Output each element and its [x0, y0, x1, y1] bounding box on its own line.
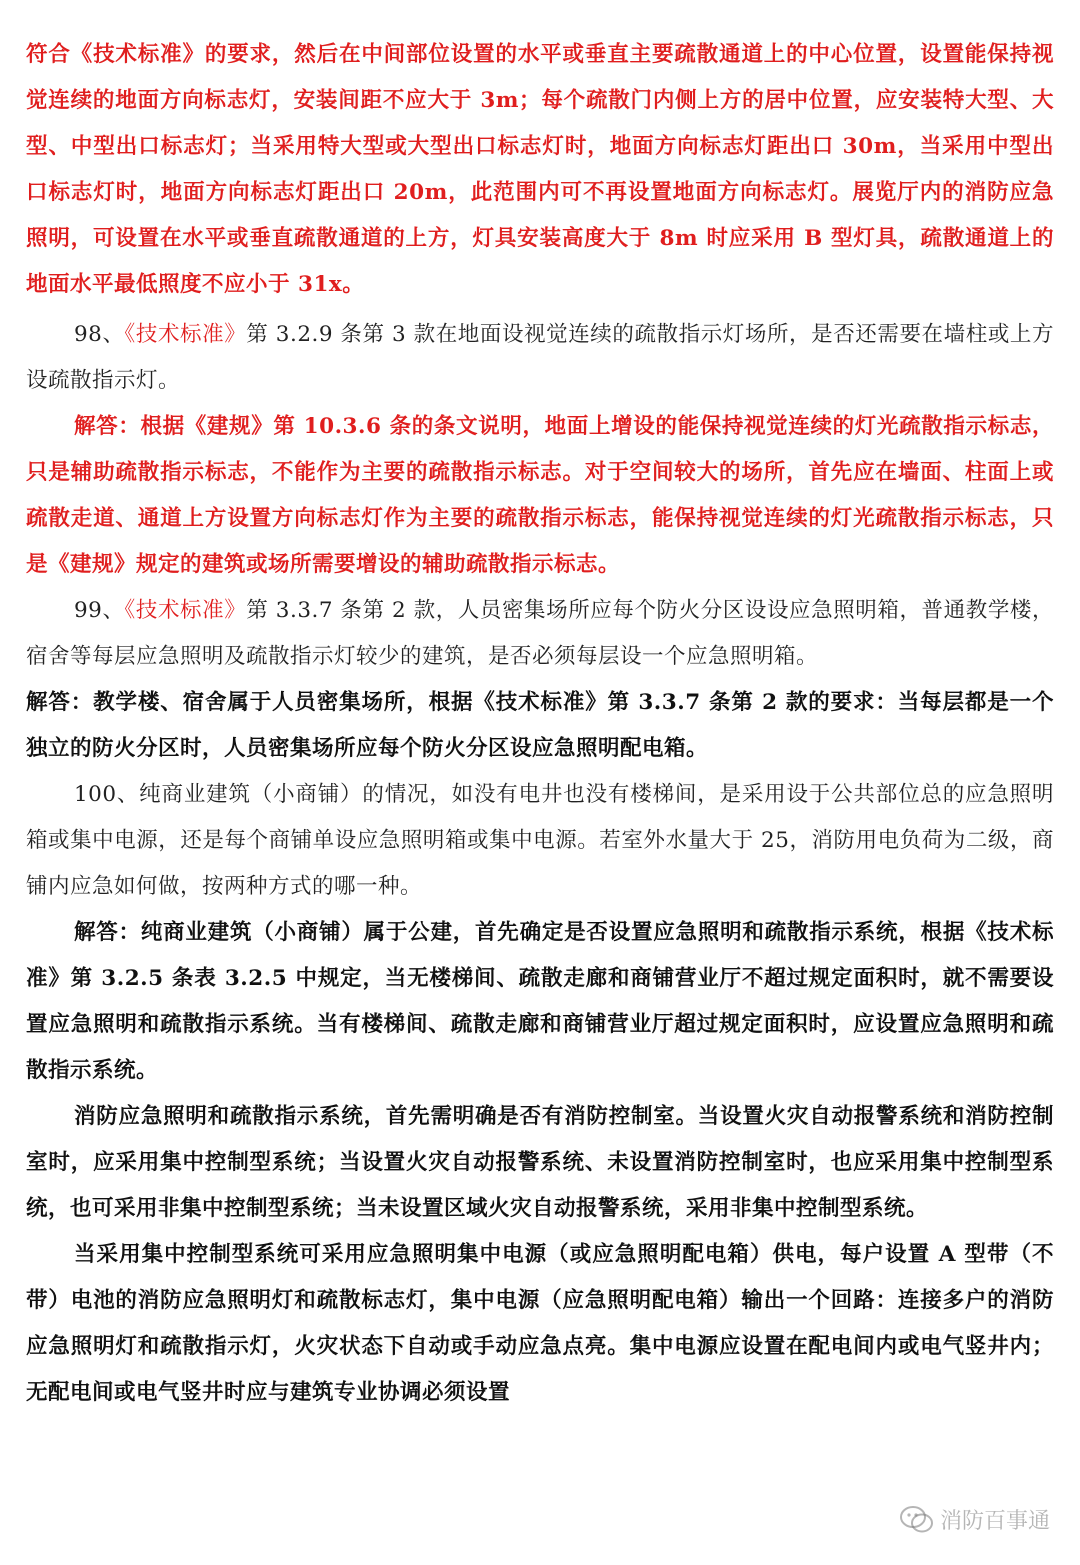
question-99-reference: 《技术标准》: [124, 598, 247, 623]
paragraph-continuation: 符合《技术标准》的要求，然后在中间部位设置的水平或垂直主要疏散通道上的中心位置，设置能保持视觉连续的地面方向标志灯，安装间距不应大于 3m；每个疏散门内侧上方的居中位置，应安装特大型、大型、中型出口标志灯；当采用特大型或大型出口标志灯时，地面方向标志灯距出口 30m，当采用中型出口标志灯时，地面方向标志灯距出口 20m，此范围内可不再设置地面方向标志灯。展览厅内的消防应急照明，可设置在水平或垂直疏散通道的上方，灯具安装高度大于 8m 时应采用 B 型灯具，疏散通道上的地面水平最低照度不应小于 31x。: [26, 42, 1054, 297]
question-98-reference: 《技术标准》: [124, 322, 247, 347]
document-body: [26, 32, 1054, 1416]
question-99-text: 第 3.3.7 条第 2 款，人员密集场所应每个防火分区设设应急照明箱，普通教学楼，宿舍等每层应急照明及疏散指示灯较少的建筑，是否必须每层设一个应急照明箱。: [26, 598, 1054, 669]
answer-99: 解答：教学楼、宿舍属于人员密集场所，根据《技术标准》第 3.3.7 条第 2 款的要求：当每层都是一个独立的防火分区时，人员密集场所应每个防火分区设应急照明配电箱。: [26, 690, 1054, 761]
answer-100-part2: 消防应急照明和疏散指示系统，首先需明确是否有消防控制室。当设置火灾自动报警系统和消防控制室时，应采用集中控制型系统；当设置火灾自动报警系统、未设置消防控制室时，也应采用集中控制型系统，也可采用非集中控制型系统；当未设置区域火灾自动报警系统，采用非集中控制型系统。: [26, 1104, 1054, 1221]
question-99-number: 99、: [74, 598, 125, 623]
question-100: 100、纯商业建筑（小商铺）的情况，如没有电井也没有楼梯间，是采用设于公共部位总的应急照明箱或集中电源，还是每个商铺单设应急照明箱或集中电源。若室外水量大于 25，消防用电负荷为二级，商铺内应急如何做，按两种方式的哪一种。: [26, 782, 1054, 899]
question-98: [26, 312, 1054, 404]
watermark-text: 消防百事通: [939, 1509, 1050, 1534]
watermark: [900, 1504, 1050, 1535]
wechat-icon: [900, 1505, 934, 1535]
question-98-number: 98、: [74, 322, 125, 347]
answer-98: 解答：根据《建规》第 10.3.6 条的条文说明，地面上增设的能保持视觉连续的灯光疏散指示标志，只是辅助疏散指示标志，不能作为主要的疏散指示标志。对于空间较大的场所，首先应在墙面、柱面上或疏散走道、通道上方设置方向标志灯作为主要的疏散指示标志，能保持视觉连续的灯光疏散指示标志，只是《建规》规定的建筑或场所需要增设的辅助疏散指示标志。: [26, 414, 1054, 577]
question-98-text: 第 3.2.9 条第 3 款在地面设视觉连续的疏散指示灯场所，是否还需要在墙柱或上方设疏散指示灯。: [26, 322, 1054, 393]
answer-100-part1: 解答：纯商业建筑（小商铺）属于公建，首先确定是否设置应急照明和疏散指示系统，根据《技术标准》第 3.2.5 条表 3.2.5 中规定，当无楼梯间、疏散走廊和商铺营业厅不超过规定面积时，就不需要设置应急照明和疏散指示系统。当有楼梯间、疏散走廊和商铺营业厅超过规定面积时，应设置应急照明和疏散指示系统。: [26, 920, 1054, 1083]
question-99: [26, 588, 1054, 680]
answer-100-part3: 当采用集中控制型系统可采用应急照明集中电源（或应急照明配电箱）供电，每户设置 A 型带（不带）电池的消防应急照明灯和疏散标志灯，集中电源（应急照明配电箱）输出一个回路：连接多户的消防应急照明灯和疏散指示灯，火灾状态下自动或手动应急点亮。集中电源应设置在配电间内或电气竖井内；无配电间或电气竖井时应与建筑专业协调必须设置: [26, 1242, 1054, 1405]
